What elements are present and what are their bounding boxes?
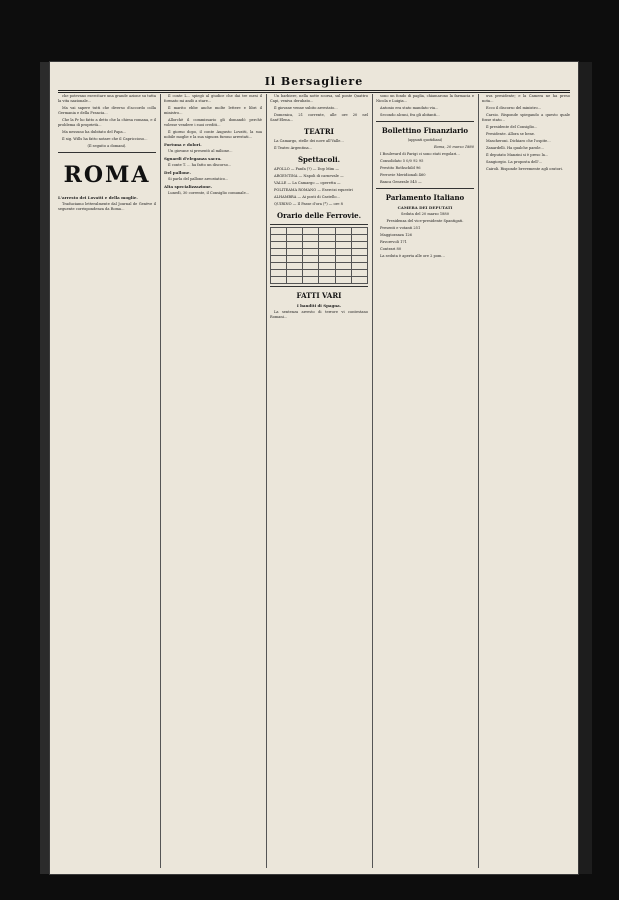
column-5 bbox=[482, 94, 570, 868]
teatri-paragraph-1: La Camargo, stelle dei nove all'Valle... bbox=[274, 139, 344, 143]
spettacolo-line: ALHAMBRA — Ai posti di Castello... bbox=[274, 195, 340, 199]
col1-signature: (Il seguito a domani). bbox=[87, 144, 127, 148]
col5-paragraph-2: Ecco il discorso del ministro... bbox=[486, 106, 542, 110]
scan-right-edge bbox=[578, 62, 592, 874]
vote-line: Contrari 80 bbox=[380, 247, 402, 251]
col1-paragraph-1: che potevano esercitare una grande azione su tutta la vita nazionale... bbox=[58, 94, 156, 103]
section-heading-orario: Orario delle Ferrovie. bbox=[276, 211, 362, 220]
fatti-subheading: I banditi di Spagna. bbox=[296, 303, 342, 308]
col1-paragraph-5: Il sig. Wills ha fatto notare che il Capriccioso... bbox=[62, 137, 148, 141]
seduta-line: Seduta del 20 marzo 1880 bbox=[401, 212, 449, 216]
masthead-rule-top bbox=[58, 90, 570, 91]
col2-paragraph-7: Si parla del pallone areostatico... bbox=[168, 177, 229, 181]
col5-paragraph-7: Zanardelli. Ha qualche parole... bbox=[486, 146, 544, 150]
col5-paragraph-8: Il deputato Manzini si è preso la... bbox=[486, 153, 549, 157]
column-1 bbox=[58, 94, 156, 868]
spettacolo-line: VALLE — La Camargo — operetta — bbox=[274, 181, 341, 185]
col5-paragraph-4: Il presidente del Consiglio... bbox=[486, 125, 538, 129]
col4-paragraph-1: sono un fondo di paglia, chiamarono la farmacia e Nicola e Luigia... bbox=[376, 94, 474, 103]
col4-divider bbox=[376, 188, 474, 189]
col2-paragraph-8: Lunedì, 30 corrente, il Consiglio comunale... bbox=[168, 191, 250, 195]
spettacolo-line: QUIRINO — Il Passe d'ora (*) — ore 8 bbox=[274, 202, 343, 206]
scan-left-edge bbox=[40, 62, 50, 874]
bollettino-body: I Boulevard di Parigi ci sono stati regolari... bbox=[380, 152, 460, 156]
col4-paragraph-3: Secondo alcuni, fra gli abitanti... bbox=[380, 113, 440, 117]
quote-line: Prestito Rothschild 96 bbox=[380, 166, 421, 170]
masthead bbox=[50, 70, 578, 92]
col3-paragraph-3: Domenica, 21 corrente, alle ore 20 nel Sant'Elena... bbox=[270, 113, 368, 122]
col1-paragraph-4: Ma nessuno ha dubitato del Papa... bbox=[62, 130, 127, 134]
roma-subheading: L'arresto dei Lovatti e della moglie. bbox=[58, 195, 138, 200]
section-heading-parlamento: Parlamento Italiano bbox=[385, 193, 465, 202]
col4-paragraph-2: Antonio era stato mandato via... bbox=[380, 106, 439, 110]
col2-paragraph-4: Il giorno dopo, il conte Augusto Lovatti, la sua nobile moglie e la sua signora furono arrestati... bbox=[164, 130, 262, 139]
quote-line: Ferrovie Meridionali 460 bbox=[380, 173, 426, 177]
masthead-rule-bottom bbox=[58, 92, 570, 93]
col5-paragraph-5: Presidente. Allora se bene. bbox=[486, 132, 536, 136]
vote-line: Maggioranza 126 bbox=[380, 233, 412, 237]
heading-pallone: Del pallone. bbox=[164, 170, 191, 175]
teatri-paragraph-2: Il Teatro Argentina... bbox=[274, 146, 313, 150]
column-3 bbox=[270, 94, 368, 868]
heading-alta-specializzazione: Alta specializzazione. bbox=[164, 184, 213, 189]
column-divider bbox=[266, 94, 267, 868]
column-4 bbox=[376, 94, 474, 868]
column-divider bbox=[372, 94, 373, 868]
bollettino-subheading: (appunti quotidiani) bbox=[407, 138, 443, 142]
col3-paragraph-2: Il giovane venne subito arrestato... bbox=[274, 106, 338, 110]
col1-divider bbox=[58, 152, 156, 153]
fatti-body: La sentenza arresto di terrore vi contestano Romani... bbox=[270, 310, 368, 319]
masthead-title: Il Bersagliere bbox=[264, 75, 364, 88]
roma-body: Traduciamo letteralmente dal Journal de Genève il seguente corrispondenza da Roma... bbox=[58, 202, 156, 211]
col5-paragraph-10: Cairoli. Risponde brevemente agli oratori. bbox=[486, 167, 563, 171]
spettacolo-line: APOLLO — Fanfa (?) — Dop Mim — bbox=[274, 167, 339, 171]
spettacolo-line: POLITEAMA ROMANO — Esercizi equestri bbox=[274, 188, 353, 192]
col2-paragraph-6: Il conte T. ... ha fatto un discorso... bbox=[168, 163, 232, 167]
spettacolo-line: ARGENTINA — Napoli di carnevale — bbox=[274, 174, 344, 178]
section-heading-teatri: TEATRI bbox=[304, 127, 334, 136]
col2-paragraph-2: Il marito ebbe anche molte lettere e libri il ministro... bbox=[164, 106, 262, 115]
train-timetable bbox=[270, 224, 368, 287]
parlamento-body: La seduta è aperta alle ore 2 pom... bbox=[380, 254, 445, 258]
col2-paragraph-1: Il conte L... spiegò al giudice che dai tre mesi il formato mi andò a stare... bbox=[164, 94, 262, 103]
bollettino-date: Roma, 20 marzo 1880 bbox=[433, 145, 474, 149]
camera-heading: CAMERA DEI DEPUTATI bbox=[397, 205, 453, 210]
heading-fortuna: Fortuna e dolori. bbox=[164, 142, 202, 147]
quote-line: Banca Generale 545 — bbox=[380, 180, 422, 184]
column-divider bbox=[478, 94, 479, 868]
section-heading-fatti-vari: FATTI VARI bbox=[296, 291, 342, 300]
col2-paragraph-3: Allorchè il commissario gli domandò perchè volesse vendere i suoi crediti... bbox=[164, 118, 262, 127]
quote-line: Consolidato 5 0/0 92 95 bbox=[380, 159, 424, 163]
column-2 bbox=[164, 94, 262, 868]
col5-paragraph-6: Mascheroni. Dichiaro che l'ospite... bbox=[486, 139, 551, 143]
col5-paragraph-9: Sangiorgio. La proposta dell'... bbox=[486, 160, 543, 164]
section-heading-roma: ROMA bbox=[63, 162, 151, 188]
section-heading-bollettino: Bollettino Finanziario bbox=[381, 126, 469, 135]
section-heading-spettacoli: Spettacoli. bbox=[297, 155, 341, 164]
col5-paragraph-3: Carsio. Risponde spiegando a questo quale fosse stato... bbox=[482, 113, 570, 122]
col1-paragraph-3: Che la Pr ho fatto a detto che la chiesa romana, e il problema di proprietà... bbox=[58, 118, 156, 127]
vote-line: Favorevoli 171 bbox=[380, 240, 407, 244]
col2-paragraph-5: Un giovane si presentò al milione... bbox=[168, 149, 233, 153]
col5-paragraph-1: uva presidente; e la Camera ne ha preso nota... bbox=[482, 94, 570, 103]
col3-paragraph-1: Un barbiere, nella notte scorsa, sul ponte Quattro Capi, veniva derubato... bbox=[270, 94, 368, 103]
col1-paragraph-2: Ma vai sapere tutti che diverso d'accordo colla Germania e della Francia... bbox=[58, 106, 156, 115]
presidenza-line: Presidenza del vice-presidente Spantigati. bbox=[386, 219, 464, 223]
vote-line: Presenti e votanti 251 bbox=[380, 226, 421, 230]
col4-divider bbox=[376, 121, 474, 122]
heading-sguardi: Sguardi d'eleganza sacra. bbox=[164, 156, 222, 161]
column-divider bbox=[160, 94, 161, 868]
